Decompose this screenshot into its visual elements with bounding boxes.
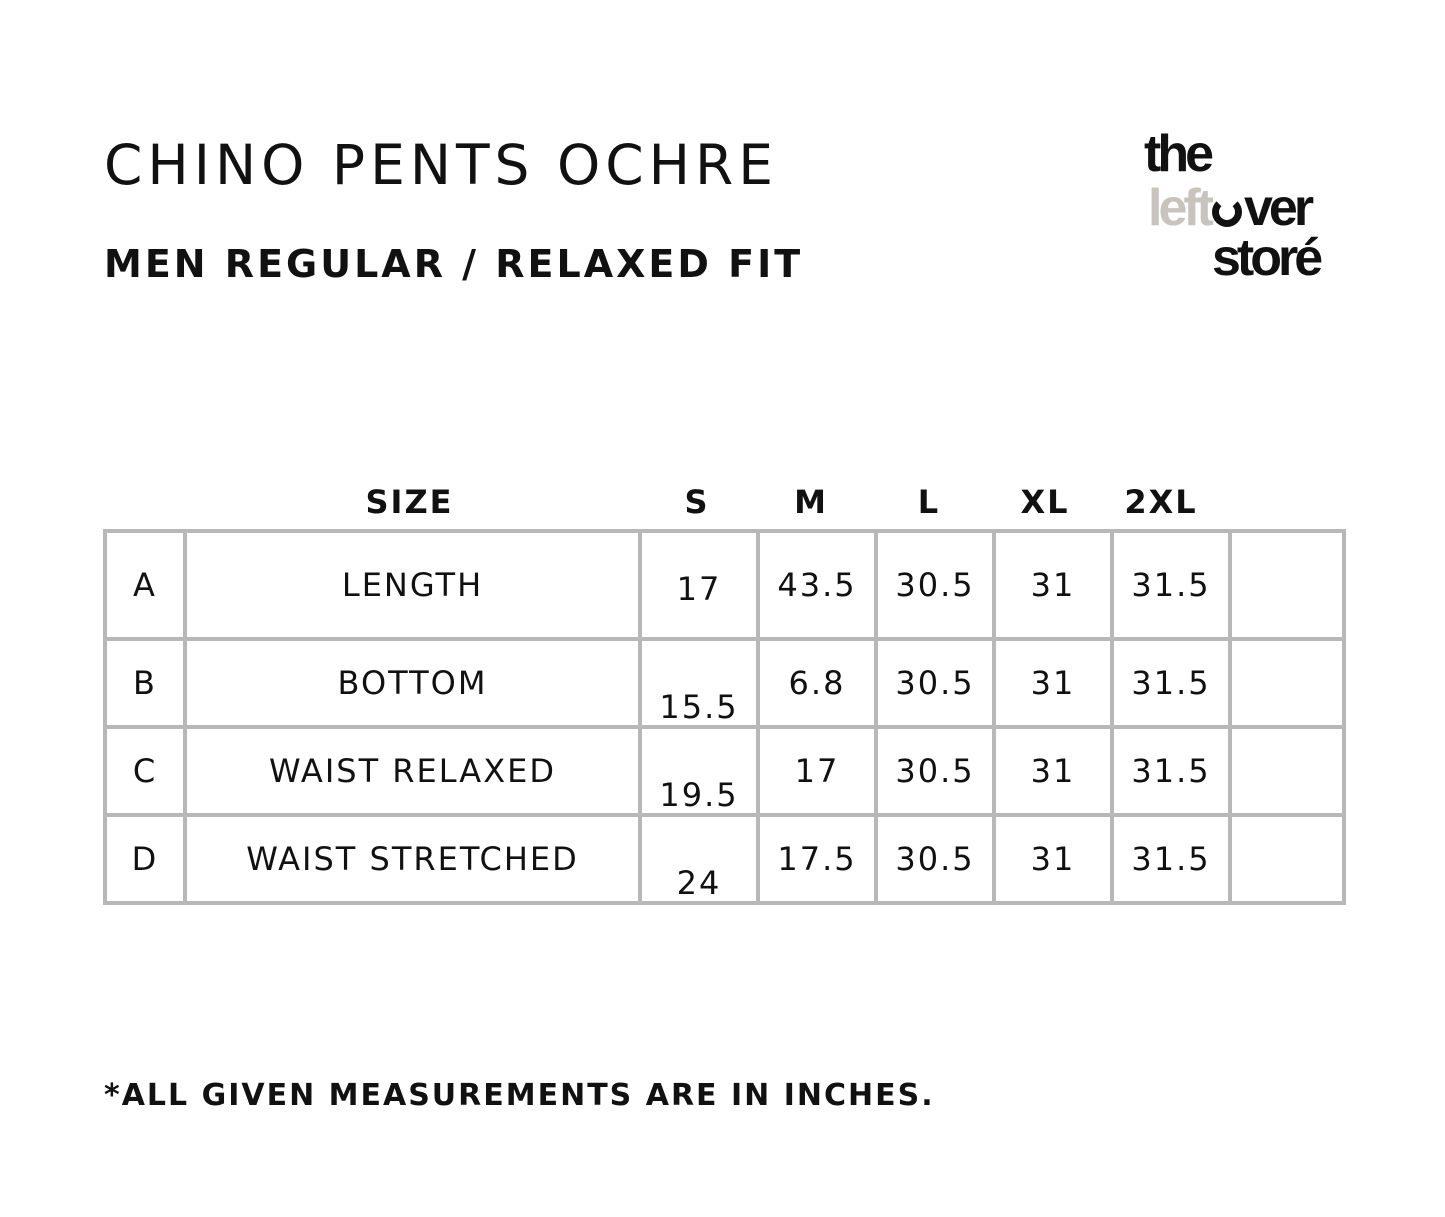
logo-line-2-right: ver <box>1244 179 1311 237</box>
empty-cell <box>1230 815 1344 903</box>
value-xl: 31 <box>994 815 1112 903</box>
value-s: 19.5 <box>640 727 758 815</box>
row-code: D <box>105 815 185 903</box>
table-row <box>105 639 1344 727</box>
size-header-xl: XL <box>1020 483 1070 521</box>
measurement-name: LENGTH <box>185 531 640 639</box>
value-xl: 31 <box>994 531 1112 639</box>
brand-logo <box>1142 126 1352 286</box>
value-l: 30.5 <box>876 727 994 815</box>
measurement-name: BOTTOM <box>185 639 640 727</box>
size-header: SIZE <box>365 483 454 521</box>
measurement-name: WAIST RELAXED <box>185 727 640 815</box>
logo-line-2 <box>1148 179 1311 237</box>
table-row <box>105 815 1344 903</box>
value-m: 43.5 <box>758 531 876 639</box>
value-2xl: 31.5 <box>1112 727 1230 815</box>
value-l: 30.5 <box>876 815 994 903</box>
size-header-l: L <box>917 483 941 521</box>
row-code: C <box>105 727 185 815</box>
empty-cell <box>1230 639 1344 727</box>
value-l: 30.5 <box>876 639 994 727</box>
size-header-s: S <box>684 483 710 521</box>
logo-line-2-left: left <box>1148 179 1210 237</box>
size-chart-table <box>103 529 1346 905</box>
size-header-2xl: 2XL <box>1124 483 1198 521</box>
value-2xl: 31.5 <box>1112 639 1230 727</box>
page-title: CHINO PENTS OCHRE <box>104 133 778 197</box>
value-xl: 31 <box>994 727 1112 815</box>
measurement-name: WAIST STRETCHED <box>185 815 640 903</box>
value-m: 6.8 <box>758 639 876 727</box>
value-l: 30.5 <box>876 531 994 639</box>
row-code: A <box>105 531 185 639</box>
row-code: B <box>105 639 185 727</box>
value-m: 17.5 <box>758 815 876 903</box>
logo-line-3: storé <box>1212 229 1320 287</box>
value-2xl: 31.5 <box>1112 531 1230 639</box>
value-s: 17 <box>640 531 758 639</box>
empty-cell <box>1230 531 1344 639</box>
value-2xl: 31.5 <box>1112 815 1230 903</box>
logo-line-1: the <box>1144 125 1210 183</box>
value-m: 17 <box>758 727 876 815</box>
size-header-m: M <box>794 483 828 521</box>
empty-cell <box>1230 727 1344 815</box>
value-xl: 31 <box>994 639 1112 727</box>
footnote: *ALL GIVEN MEASUREMENTS ARE IN INCHES. <box>104 1078 935 1113</box>
recycle-icon <box>1212 197 1242 227</box>
value-s: 15.5 <box>640 639 758 727</box>
fit-subtitle: MEN REGULAR / RELAXED FIT <box>104 242 804 286</box>
table-row <box>105 727 1344 815</box>
table-row <box>105 531 1344 639</box>
value-s: 24 <box>640 815 758 903</box>
